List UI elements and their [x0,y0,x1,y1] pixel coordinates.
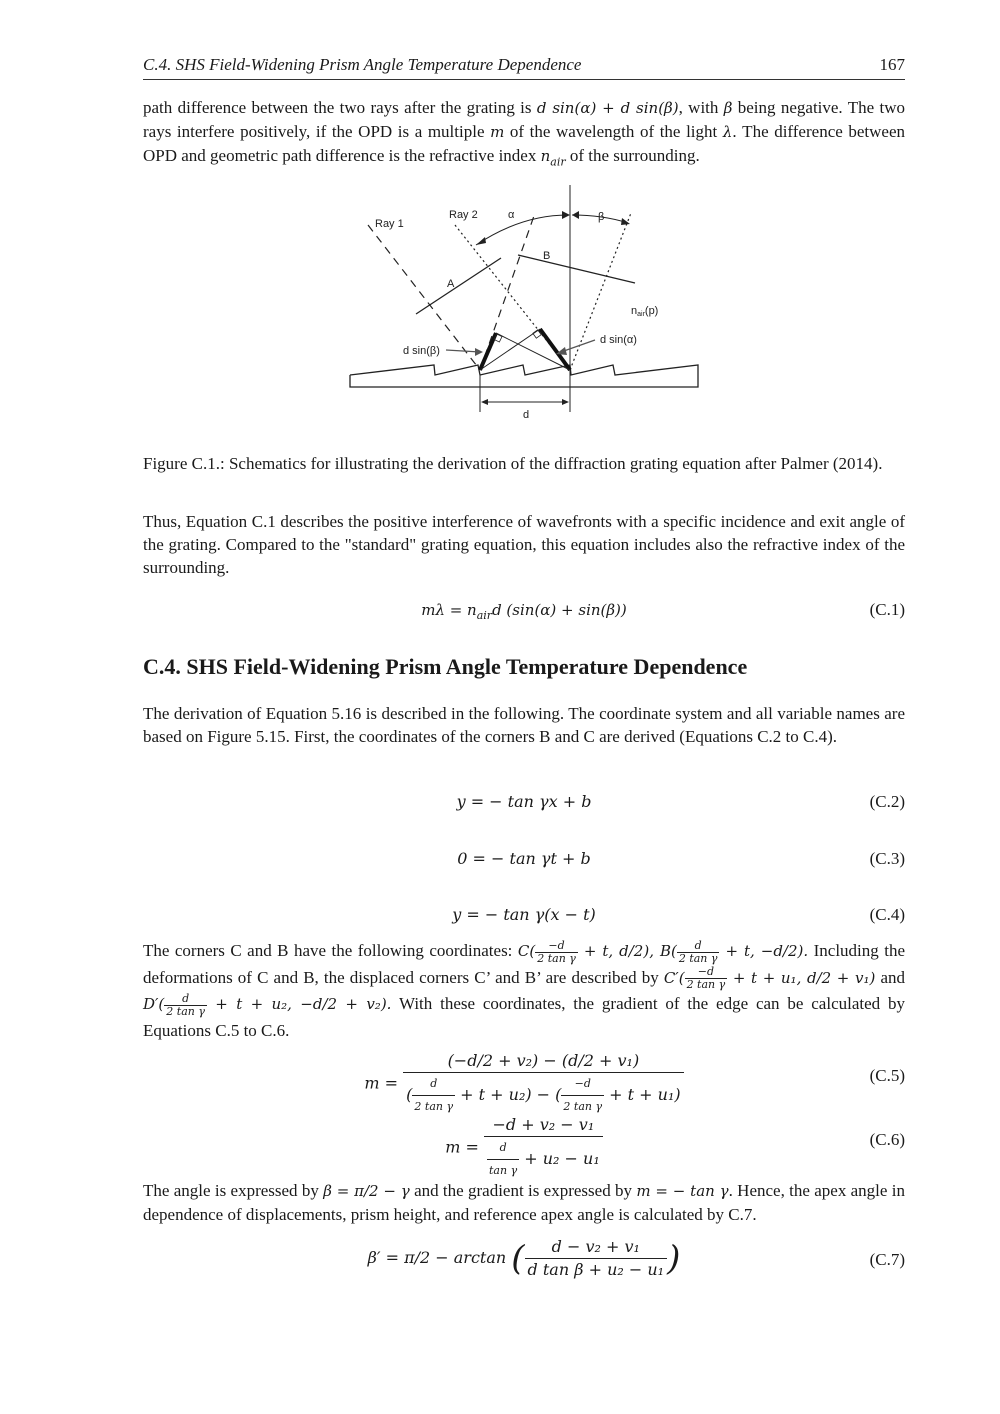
equation-c4-body: y = − tan γ(x − t) [452,905,596,924]
wavefront-b [518,255,635,283]
diffracted-ray-2 [570,213,631,370]
label-a: A [447,278,455,290]
math: β = π/2 − γ [323,1182,410,1200]
grating-sawtooth [350,365,698,387]
label-d: d [523,409,530,421]
alpha-arrowhead-2 [562,211,570,219]
text: + t + u₁) [604,1085,681,1104]
eq1-sub: air [476,609,493,623]
equation-c3 [143,849,905,879]
math: n [540,147,551,165]
figure-caption: Figure C.1.: Schematics for illustrating the derivation of the diffraction grating equation after Palmer (2014). [143,454,883,473]
eq6-denominator [484,1137,603,1182]
equation-c5-number: (C.5) [869,1066,905,1085]
fraction [685,966,728,991]
math: λ [722,123,733,141]
equation-c6-body [143,1114,905,1182]
equation-c5-body [143,1050,905,1118]
paragraph-apex-angle [143,1179,905,1226]
math: m = − tan γ [636,1182,729,1200]
paragraph-coordinates [143,938,905,1044]
d-arrow-left [481,399,488,405]
eq7-fraction [525,1236,668,1281]
running-head-title: C.4. SHS Field-Widening Prism Angle Temperature Dependence [143,55,582,74]
math: C′( [663,968,685,987]
d-arrow-right [562,399,569,405]
equation-c7-body [143,1236,905,1281]
eq6-numerator: −d + v₂ − v₁ [484,1114,603,1137]
equation-c5 [143,1050,905,1113]
fraction-den: 2 tan γ [678,951,718,965]
equation-c6 [143,1114,905,1177]
text: Including the deformations of C and B, the displaced corners C’ and B’ are described by [143,941,905,987]
fraction-den: 2 tan γ [537,951,576,965]
fraction [535,940,578,965]
fraction-den: 2 tan γ [563,1100,603,1113]
eq6-lhs: m = [445,1137,479,1157]
wavefront-a [416,258,501,314]
text: path difference between the two rays after the grating is [143,98,537,117]
math: + t + u₁, d/2 + v₁) [727,968,876,987]
equation-c7 [143,1236,905,1292]
equation-c2 [143,792,905,822]
equation-c3-body: 0 = − tan γt + b [457,849,591,868]
eq5-fraction [403,1050,683,1118]
math: D′( [143,995,165,1014]
equation-c1-body [143,600,905,622]
eq7-numerator: d − v₂ + v₁ [525,1236,668,1259]
text: and the gradient is expressed by [409,1181,637,1200]
label-alpha: α [508,209,515,221]
text: The corners C and B have the following coordinates: [143,941,518,960]
fraction [677,940,720,965]
text: of the surrounding. [565,146,700,165]
text: ( [406,1085,413,1104]
dsinb-arrowhead [475,348,483,356]
equation-c4 [143,905,905,935]
equation-c3-number: (C.3) [869,849,905,868]
grating-figure [343,180,708,425]
label-ray2: Ray 2 [449,209,478,221]
eq5-denominator [403,1073,683,1118]
math-subscript: air [550,155,566,169]
text: + t + u₂) − ( [455,1085,562,1104]
eq1-rest: d (sin(α) + sin(β)) [492,601,627,619]
fraction [487,1137,519,1182]
eq6-fraction [484,1114,603,1182]
text: being negative. The two rays interfere positively, if the OPD is a multiple [143,98,905,141]
nair-p: (p) [644,305,659,317]
fraction-den: tan γ [489,1164,518,1177]
fraction-den: 2 tan γ [414,1100,454,1113]
fraction [412,1073,455,1118]
fraction-num: d [487,1137,519,1160]
alpha-arc [476,215,568,245]
paragraph-opd [143,96,905,173]
grating-schematic [343,180,708,425]
equation-c4-number: (C.4) [869,905,905,924]
beta-arrowhead [572,211,579,219]
eq7-right-paren: ) [667,1238,681,1279]
page-number: 167 [879,55,905,74]
eq7-denominator: d tan β + u₂ − u₁ [527,1260,665,1279]
text: . The difference between OPD and geometric path difference is the refractive index [143,122,906,165]
fraction-num: −d [535,940,578,953]
math: + t + u₂, −d/2 + v₂). [206,995,392,1014]
paragraph-equation-intro: Thus, Equation C.1 describes the positive interference of wavefronts with a specific incidence and exit angle of the grating. Compared to the "standard" grating equation, this equation includes also the refractive index of the surrounding. [143,512,905,577]
eq7-lhs: β′ = π/2 − arctan [367,1248,507,1267]
label-b: B [543,250,551,262]
text: and [875,967,906,987]
equation-c1-number: (C.1) [869,600,905,619]
fraction-num: −d [561,1073,604,1096]
fraction [561,1073,604,1118]
nair-n: n [631,305,638,317]
nair-sub: air [637,311,645,318]
text: of the wavelength of the light [504,122,723,141]
fraction-num: d [677,940,720,953]
text: , with [678,98,724,117]
text: + u₂ − u₁ [519,1149,600,1168]
eq5-numerator: (−d/2 + v₂) − (d/2 + v₁) [403,1050,683,1073]
label-beta: β [598,211,605,223]
alpha-arrowhead [476,237,486,245]
math: + t, −d/2). [719,942,809,960]
eq7-left-paren: ( [511,1238,525,1279]
text: With these coordinates, the gradient of the edge can be calculated by Equations C.5 to C.6. [143,994,905,1040]
text: The angle is expressed by [143,1181,324,1200]
label-dsina: d sin(α) [600,334,637,346]
equation-c6-number: (C.6) [869,1130,905,1149]
fraction-den: 2 tan γ [686,978,726,992]
fraction-num: d [412,1073,455,1096]
math: C( [517,942,536,960]
math: B( [659,942,677,960]
math: m [490,123,505,141]
equation-c2-number: (C.2) [869,792,905,811]
equation-c7-number: (C.7) [869,1250,905,1269]
fraction-den: 2 tan γ [166,1004,205,1018]
fraction-num: d [164,993,207,1006]
fraction-num: −d [685,966,728,979]
label-nair [631,305,658,318]
math: d sin(α) + d sin(β) [536,99,679,117]
running-head [143,55,905,80]
eq1-lhs: mλ = n [421,601,477,619]
label-ray1: Ray 1 [375,218,404,230]
fraction [164,993,207,1018]
text: . Hence, the apex angle in dependence of displacements, prism height, and reference apex angle is calculated by C.7. [143,1181,905,1224]
math: β [723,99,733,117]
section-heading: C.4. SHS Field-Widening Prism Angle Temperature Dependence [143,654,748,679]
equation-c1 [143,600,905,630]
math: + t, d/2), [577,942,660,960]
paragraph-derivation: The derivation of Equation 5.16 is described in the following. The coordinate system and all variable names are based on Figure 5.15. First, the coordinates of the corners B and C are derived (Equations C.2 to C.4). [143,704,905,746]
dsinb-arrow [446,350,480,352]
label-dsinb: d sin(β) [403,345,440,357]
eq5-lhs: m = [364,1073,399,1093]
equation-c2-body: y = − tan γx + b [456,792,592,811]
